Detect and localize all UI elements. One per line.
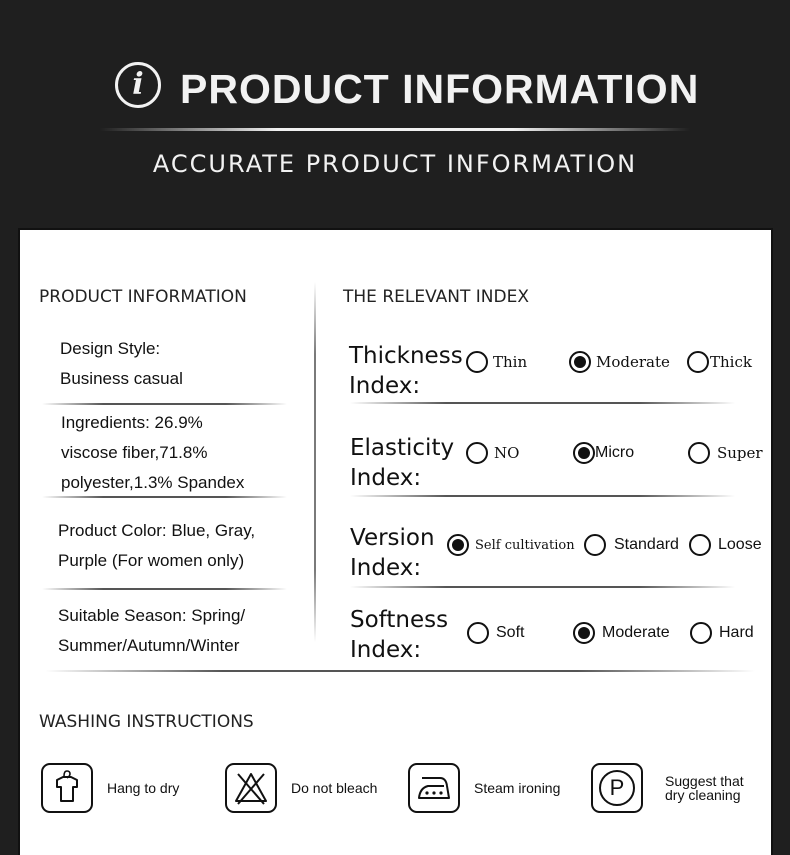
radio-icon[interactable] (688, 442, 710, 464)
option-label: Self cultivation (475, 537, 575, 553)
right-divider (350, 495, 735, 497)
option-label: Moderate (602, 624, 670, 641)
info-icon: i (115, 62, 161, 108)
index-label-line: Index: (350, 465, 422, 491)
index-label-line: Softness (350, 607, 449, 633)
thickness-index-label (349, 341, 463, 401)
design-style-value: Business casual (60, 369, 183, 388)
season-block (58, 601, 245, 661)
radio-icon[interactable] (687, 351, 709, 373)
wash-label-line: Suggest that (665, 773, 744, 789)
thickness-option-thin[interactable] (466, 351, 527, 373)
season-line: Summer/Autumn/Winter (58, 636, 240, 655)
softness-option-moderate[interactable] (573, 622, 670, 644)
wash-label: Hang to dry (107, 780, 180, 796)
ingredients-line: Ingredients: 26.9% (61, 413, 203, 432)
index-label-line: Version (350, 525, 435, 551)
left-divider (42, 496, 287, 498)
column-divider (314, 282, 316, 642)
softness-option-hard[interactable] (690, 622, 754, 644)
page-subtitle: ACCURATE PRODUCT INFORMATION (152, 150, 638, 178)
wash-item-steam-iron (408, 763, 560, 813)
radio-selected-icon[interactable] (573, 622, 595, 644)
right-divider (350, 586, 735, 588)
radio-icon[interactable] (467, 622, 489, 644)
info-card (18, 228, 773, 855)
no-bleach-icon (225, 763, 277, 813)
elasticity-option-super[interactable] (688, 442, 763, 464)
radio-selected-icon[interactable] (569, 351, 591, 373)
thickness-option-thick[interactable] (687, 351, 752, 373)
dry-clean-icon (591, 763, 643, 813)
softness-option-soft[interactable] (467, 622, 524, 644)
radio-icon[interactable] (466, 442, 488, 464)
option-label: Micro (595, 444, 635, 461)
product-info-heading: PRODUCT INFORMATION (39, 287, 247, 307)
right-divider (350, 402, 735, 404)
index-label-line: Index: (350, 637, 422, 663)
thickness-option-moderate[interactable] (569, 351, 670, 373)
option-label: Thin (493, 353, 528, 371)
index-label-line: Thickness (349, 343, 463, 369)
softness-index-label (350, 605, 448, 665)
version-option-standard[interactable] (584, 534, 679, 556)
radio-selected-icon[interactable] (447, 534, 469, 556)
product-color-block (58, 516, 255, 576)
ingredients-line: viscose fiber,71.8% (61, 443, 208, 462)
elasticity-option-micro[interactable] (573, 442, 634, 464)
left-divider (42, 403, 287, 405)
wash-label: Do not bleach (291, 780, 378, 796)
option-label: Moderate (596, 353, 670, 371)
option-label: Super (717, 444, 763, 462)
version-option-self-cultivation[interactable] (447, 534, 575, 556)
option-label: Thick (710, 353, 752, 371)
option-label: Standard (614, 536, 679, 553)
product-color-line: Purple (For women only) (58, 551, 245, 570)
elasticity-index-label (350, 433, 454, 493)
ingredients-line: polyester,1.3% Spandex (61, 473, 245, 492)
left-divider (42, 588, 287, 590)
index-label-line: Index: (349, 373, 421, 399)
option-label: NO (494, 444, 520, 462)
washing-heading: WASHING INSTRUCTIONS (39, 712, 254, 732)
design-style-label: Design Style: (60, 339, 161, 358)
wash-item-no-bleach (225, 763, 377, 813)
radio-icon[interactable] (689, 534, 711, 556)
radio-icon[interactable] (584, 534, 606, 556)
option-label: Loose (718, 536, 762, 553)
wash-label-line: dry cleaning (665, 787, 741, 803)
wash-item-hang-dry (41, 763, 179, 813)
wash-label: Steam ironing (474, 780, 561, 796)
wash-item-dry-clean (591, 763, 744, 813)
dry-clean-glyph: P (599, 770, 635, 806)
section-divider (45, 670, 755, 672)
relevant-index-heading: THE RELEVANT INDEX (343, 287, 529, 307)
radio-selected-icon[interactable] (573, 442, 595, 464)
radio-icon[interactable] (690, 622, 712, 644)
design-style-block (60, 334, 183, 394)
header-banner (0, 0, 790, 228)
elasticity-option-no[interactable] (466, 442, 519, 464)
page-title: PRODUCT INFORMATION (180, 66, 700, 112)
option-label: Soft (496, 624, 525, 641)
hang-dry-icon (41, 763, 93, 813)
radio-icon[interactable] (466, 351, 488, 373)
wash-label (665, 774, 744, 802)
steam-iron-icon (408, 763, 460, 813)
product-color-line: Product Color: Blue, Gray, (58, 521, 256, 540)
version-index-label (350, 523, 435, 583)
index-label-line: Index: (350, 555, 422, 581)
index-label-line: Elasticity (350, 435, 455, 461)
option-label: Hard (719, 624, 754, 641)
season-line: Suitable Season: Spring/ (58, 606, 246, 625)
ingredients-block (61, 408, 244, 498)
version-option-loose[interactable] (689, 534, 762, 556)
title-divider (100, 128, 690, 131)
